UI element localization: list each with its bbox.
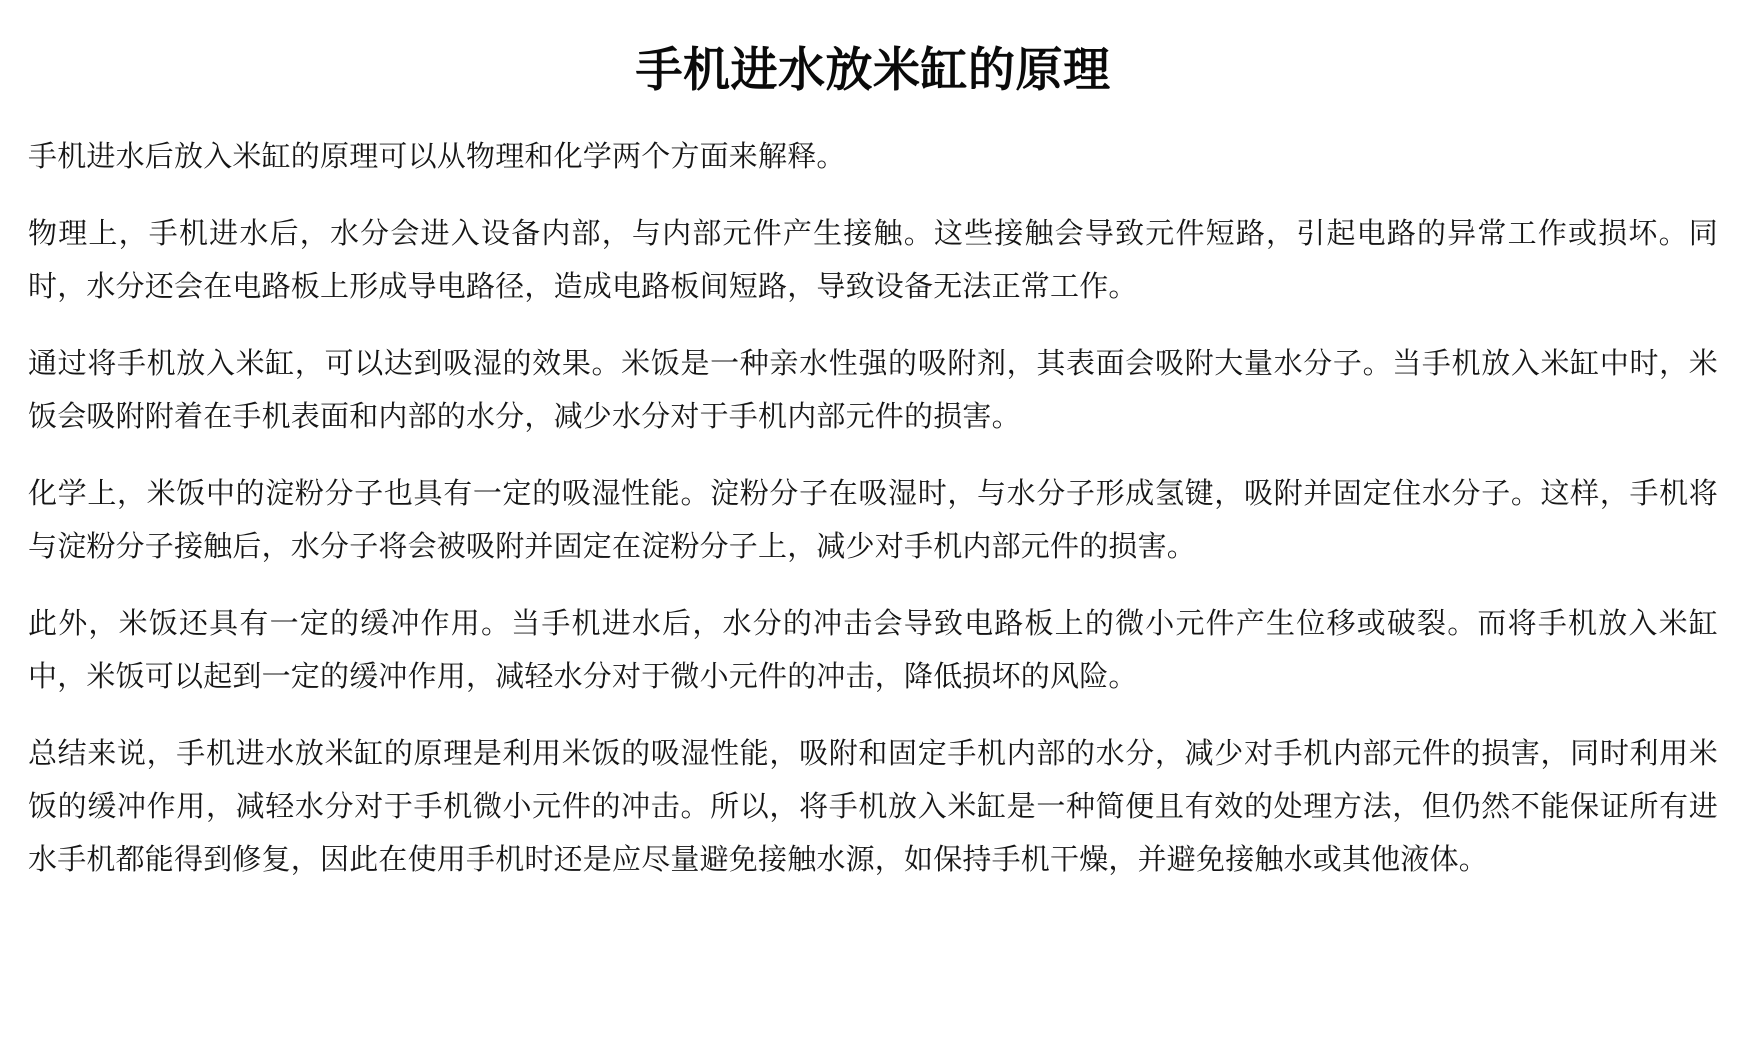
paragraph-buffer: 此外，米饭还具有一定的缓冲作用。当手机进水后，水分的冲击会导致电路板上的微小元件产生位移或破裂。而将手机放入米缸中，米饭可以起到一定的缓冲作用，减轻水分对于微小元件的冲击，降低损坏的风险。: [28, 606, 1718, 693]
paragraph-chemistry: 化学上，米饭中的淀粉分子也具有一定的吸湿性能。淀粉分子在吸湿时，与水分子形成氢键，吸附并固定住水分子。这样，手机将与淀粉分子接触后，水分子将会被吸附并固定在淀粉分子上，减少对手机内部元件的损害。: [28, 476, 1718, 563]
paragraph-rice-absorption: 通过将手机放入米缸，可以达到吸湿的效果。米饭是一种亲水性强的吸附剂，其表面会吸附大量水分子。当手机放入米缸中时，米饭会吸附附着在手机表面和内部的水分，减少水分对于手机内部元件的损害。: [28, 346, 1718, 433]
paragraph-physics: 物理上，手机进水后，水分会进入设备内部，与内部元件产生接触。这些接触会导致元件短路，引起电路的异常工作或损坏。同时，水分还会在电路板上形成导电路径，造成电路板间短路，导致设备无法正常工作。: [28, 216, 1718, 303]
page-title: 手机进水放米缸的原理: [635, 43, 1111, 98]
paragraph-summary: 总结来说，手机进水放米缸的原理是利用米饭的吸湿性能，吸附和固定手机内部的水分，减少对手机内部元件的损害，同时利用米饭的缓冲作用，减轻水分对于手机微小元件的冲击。所以，将手机放入米缸是一种简便且有效的处理方法，但仍然不能保证所有进水手机都能得到修复，因此在使用手机时还是应尽量避免接触水源，如保持手机干燥，并避免接触水或其他液体。: [28, 736, 1718, 876]
paragraph-intro: 手机进水后放入米缸的原理可以从物理和化学两个方面来解释。: [28, 139, 846, 173]
article-body: [28, 130, 1718, 886]
